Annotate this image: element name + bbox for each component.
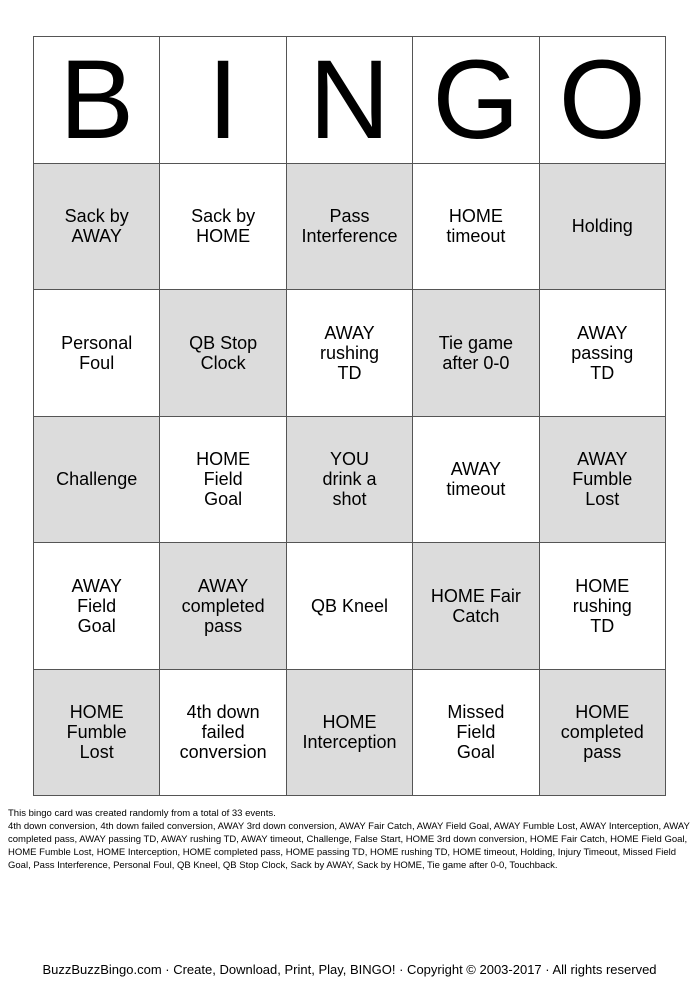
header-letter: B [59,37,135,162]
bingo-cell [413,543,539,670]
bingo-cell [160,290,286,417]
bingo-cell [413,417,539,544]
cell-text: Holding [571,216,633,237]
bingo-cell [413,670,539,797]
header-letter: G [432,37,520,162]
bingo-cell [540,290,666,417]
bingo-cell [160,164,286,291]
bingo-cell [540,670,666,797]
bingo-cell [34,543,160,670]
info-events: 4th down conversion, 4th down failed conversion, AWAY 3rd down conversion, AWAY Fair Catch, AWAY Field Goal, AWAY Fumble Lost, AWAY Interception, AWAY completed pass, AWAY passing TD, AWAY rushing TD, AWAY timeout, Challenge, False Start, HOME 3rd down conversion, HOME Fair Catch, HOME Field Goal, HOME Fumble Lost, HOME Interception, HOME completed pass, HOME passing TD, HOME rushing TD, HOME timeout, Holding, Injury Timeout, Missed Field Goal, Pass Interference, Personal Foul, QB Kneel, QB Stop Clock, Sack by AWAY, Sack by HOME, Tie game after 0-0, Touchback. [8,821,690,871]
cell-text: QB Kneel [310,595,389,616]
cell-text: Sack by AWAY [64,206,129,247]
cell-text: Sack by HOME [191,206,256,247]
cell-text: Missed Field Goal [447,702,505,763]
header-letter-i [160,37,286,164]
header-letter: N [309,37,390,162]
bingo-cell [540,164,666,291]
cell-text: YOU drink a shot [322,449,377,510]
bingo-cell [34,164,160,291]
bingo-cell [287,290,413,417]
cell-text: QB Stop Clock [189,332,258,373]
bingo-cell [287,417,413,544]
bingo-cell [540,417,666,544]
header-letter-o [540,37,666,164]
cell-text: Challenge [56,469,138,490]
cell-text: AWAY Field Goal [71,575,122,636]
header-letter: I [207,37,239,162]
cell-text: Tie game after 0-0 [438,332,514,373]
cell-text: 4th down failed conversion [179,702,267,763]
bingo-cell [34,417,160,544]
bingo-cell [287,543,413,670]
bingo-cell [413,164,539,291]
cell-text: AWAY Fumble Lost [572,449,633,510]
bingo-cell [413,290,539,417]
cell-text: AWAY rushing TD [319,322,379,383]
bingo-cell [287,164,413,291]
cell-text: HOME Field Goal [196,449,251,510]
site-footer: BuzzBuzzBingo.com · Create, Download, Print, Play, BINGO! · Copyright © 2003-2017 · All rights reserved [42,962,657,977]
bingo-cell [160,670,286,797]
cell-text: Personal Foul [61,332,133,373]
header-letter: O [558,37,646,162]
bingo-cell [540,543,666,670]
bingo-card [33,36,666,796]
cell-text: HOME Fumble Lost [66,702,127,763]
cell-text: HOME timeout [446,206,506,247]
cell-text: HOME Fair Catch [430,585,521,626]
cell-text: Pass Interference [301,206,398,247]
bingo-cell [34,670,160,797]
cell-text: HOME Interception [302,712,397,753]
cell-text: AWAY completed pass [181,575,265,636]
cell-text: AWAY passing TD [571,322,634,383]
header-letter-n [287,37,413,164]
bingo-cell [287,670,413,797]
card-info [8,807,692,872]
bingo-cell [160,543,286,670]
cell-text: HOME completed pass [560,702,644,763]
header-letter-g [413,37,539,164]
bingo-cell [160,417,286,544]
cell-text: AWAY timeout [446,459,506,500]
cell-text: HOME rushing TD [572,575,632,636]
header-letter-b [34,37,160,164]
info-summary: This bingo card was created randomly from a total of 33 events. [8,808,276,819]
bingo-cell [34,290,160,417]
